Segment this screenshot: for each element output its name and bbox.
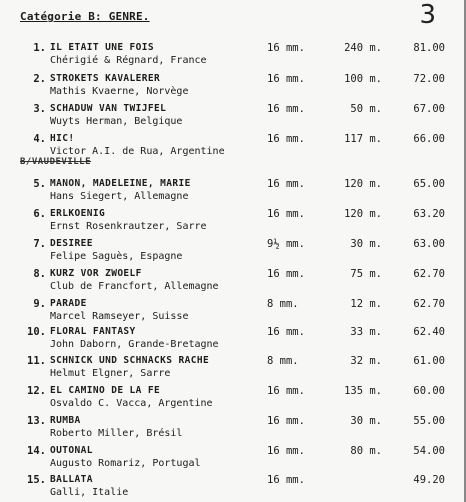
entry-score: 54.00 (413, 445, 445, 457)
entry-origin: Helmut Elgner, Sarre (50, 368, 171, 379)
entry-title: IL ETAIT UNE FOIS (50, 42, 155, 53)
entry-origin: Roberto Miller, Brésil (50, 428, 183, 439)
entry-score: 49.20 (413, 474, 445, 486)
category-header (20, 10, 150, 23)
entry-row (0, 443, 466, 473)
entry-number: 5. (33, 178, 46, 190)
struck-out-subheading: B/VAUDEVILLE (20, 157, 92, 167)
entry-number: 11. (27, 355, 46, 367)
entry-length: 117 m. (344, 133, 382, 145)
entry-length: 120 m. (344, 178, 382, 190)
entry-title: ERLKOENIG (50, 208, 106, 219)
entry-number: 4. (33, 133, 46, 145)
entry-number: 15. (27, 474, 46, 486)
entry-origin: John Daborn, Grande-Bretagne (50, 339, 219, 350)
entry-number: 12. (27, 385, 46, 397)
entry-origin: Felipe Saguès, Espagne (50, 251, 183, 262)
entry-row (0, 131, 466, 161)
entry-number: 6. (33, 208, 46, 220)
entry-length: 75 m. (350, 268, 382, 280)
entry-format: 16 mm. (267, 385, 305, 397)
entry-title: BALLATA (50, 474, 93, 485)
entry-title: SCHNICK UND SCHNACKS RACHE (50, 355, 210, 366)
entry-number: 10. (27, 326, 46, 338)
entry-row (0, 266, 466, 296)
entry-format: 16 mm. (267, 42, 305, 54)
page-number: 3 (419, 0, 436, 30)
entry-length: 240 m. (344, 42, 382, 54)
entry-length: 30 m. (350, 238, 382, 250)
entry-number: 2. (33, 73, 46, 85)
entry-title: MANON, MADELEINE, MARIE (50, 178, 191, 189)
entry-number: 3. (33, 103, 46, 115)
entry-row (0, 206, 466, 236)
entry-format: 9½ mm. (267, 238, 305, 250)
entry-row (0, 40, 466, 70)
entry-title: FLORAL FANTASY (50, 326, 136, 337)
entry-score: 67.00 (413, 103, 445, 115)
entry-format: 8 mm. (267, 355, 299, 367)
entry-origin: Mathis Kvaerne, Norvège (50, 86, 189, 97)
entry-row (0, 353, 466, 383)
entry-format: 16 mm. (267, 326, 305, 338)
entry-score: 62.40 (413, 326, 445, 338)
entry-row (0, 176, 466, 206)
entry-origin: Augusto Romariz, Portugal (50, 458, 201, 469)
entry-origin: Marcel Ramseyer, Suisse (50, 311, 189, 322)
entry-origin: Ernst Rosenkrautzer, Sarre (50, 221, 207, 232)
entry-number: 13. (27, 415, 46, 427)
entry-length: 100 m. (344, 73, 382, 85)
entry-format: 16 mm. (267, 415, 305, 427)
entry-row (0, 71, 466, 101)
entry-title: SCHADUW VAN TWIJFEL (50, 103, 167, 114)
entry-title: EL CAMINO DE LA FE (50, 385, 161, 396)
entry-score: 61.00 (413, 355, 445, 367)
entry-origin: Victor A.I. de Rua, Argentine (50, 146, 225, 157)
entry-number: 1. (33, 42, 46, 54)
entry-score: 60.00 (413, 385, 445, 397)
entry-format: 16 mm. (267, 268, 305, 280)
entry-score: 72.00 (413, 73, 445, 85)
entry-score: 66.00 (413, 133, 445, 145)
entry-title: DESIREE (50, 238, 93, 249)
entry-format: 16 mm. (267, 103, 305, 115)
entry-score: 63.00 (413, 238, 445, 250)
entry-title: PARADE (50, 298, 87, 309)
entry-format: 16 mm. (267, 73, 305, 85)
entry-number: 14. (27, 445, 46, 457)
entry-format: 16 mm. (267, 178, 305, 190)
entry-origin: Wuyts Herman, Belgique (50, 116, 183, 127)
entry-format: 16 mm. (267, 445, 305, 457)
entry-row (0, 383, 466, 413)
entry-length: 50 m. (350, 103, 382, 115)
entry-score: 65.00 (413, 178, 445, 190)
entry-format: 16 mm. (267, 133, 305, 145)
entry-score: 55.00 (413, 415, 445, 427)
entry-row (0, 472, 466, 502)
entry-origin: Galli, Italie (50, 487, 129, 498)
entry-number: 9. (33, 298, 46, 310)
entry-length: 80 m. (350, 445, 382, 457)
entry-format: 16 mm. (267, 474, 305, 486)
entry-title: STROKETS KAVALERER (50, 73, 161, 84)
entry-row (0, 324, 466, 354)
entry-length: 30 m. (350, 415, 382, 427)
entry-length: 120 m. (344, 208, 382, 220)
entry-score: 62.70 (413, 268, 445, 280)
entry-title: OUTONAL (50, 445, 93, 456)
entry-origin: Chérigié & Régnard, France (50, 55, 207, 66)
entry-number: 8. (33, 268, 46, 280)
entry-row (0, 236, 466, 266)
entry-origin: Osvaldo C. Vacca, Argentine (50, 398, 213, 409)
entry-score: 81.00 (413, 42, 445, 54)
entry-length: 12 m. (350, 298, 382, 310)
entry-title: HIC! (50, 133, 75, 144)
entry-score: 62.70 (413, 298, 445, 310)
entry-row (0, 101, 466, 131)
entry-length: 135 m. (344, 385, 382, 397)
entry-length: 32 m. (350, 355, 382, 367)
entry-row (0, 296, 466, 326)
entry-number: 7. (33, 238, 46, 250)
entry-title: KURZ VOR ZWOELF (50, 268, 142, 279)
entry-format: 8 mm. (267, 298, 299, 310)
entry-origin: Club de Francfort, Allemagne (50, 281, 219, 292)
entry-title: RUMBA (50, 415, 81, 426)
entry-format: 16 mm. (267, 208, 305, 220)
entry-length: 33 m. (350, 326, 382, 338)
category-title: Catégorie B: GENRE. (20, 10, 150, 23)
entry-origin: Hans Siegert, Allemagne (50, 191, 189, 202)
entry-row (0, 413, 466, 443)
entry-score: 63.20 (413, 208, 445, 220)
